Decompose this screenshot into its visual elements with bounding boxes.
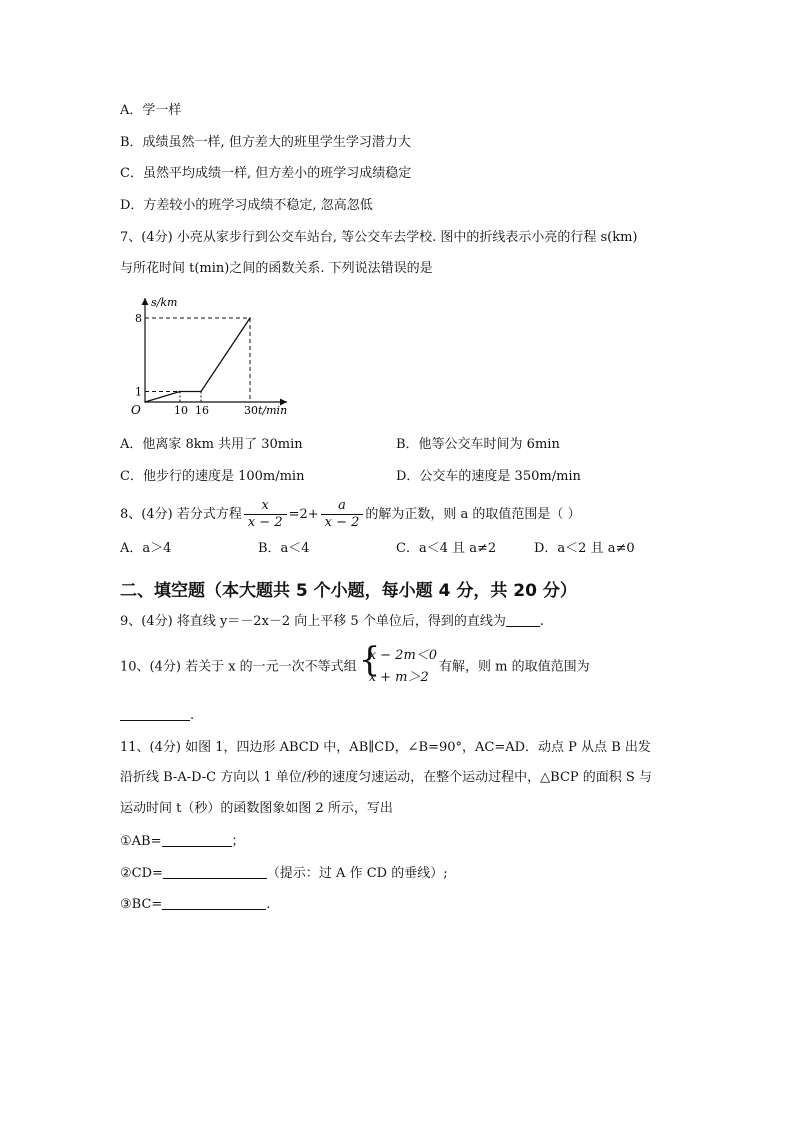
y-tick-label: 8: [135, 312, 142, 325]
q8-option-c: C．a＜4 且 a≠2: [396, 541, 497, 556]
q9-stem: [120, 614, 544, 628]
q8-option-b: B．a＜4: [258, 541, 310, 556]
q10-answer-blank[interactable]: [120, 708, 190, 721]
section-2-heading: 二、填空题（本大题共 5 个小题，每小题 4 分，共 20 分）: [120, 581, 577, 601]
q8-frac2-num: a: [321, 498, 364, 515]
x-tick-label: 30: [244, 404, 258, 417]
q9-end: .: [539, 614, 544, 629]
data-point: [249, 317, 251, 319]
q7-stem-line1: 7、(4分) 小亮从家步行到公交车站台, 等公交车去学校. 图中的折线表示小亮的行程 s(km): [120, 230, 638, 245]
q11-cd-row: [120, 866, 448, 880]
q6-option-c: C．虽然平均成绩一样, 但方差小的班学习成绩稳定: [120, 166, 412, 181]
q11-bc-blank[interactable]: [162, 897, 266, 910]
q11-stem-line3: 运动时间 t（秒）的函数图象如图 2 所示，写出: [120, 801, 393, 816]
data-point: [200, 391, 202, 393]
y-axis-label: s/km: [151, 296, 178, 309]
q11-ab-label: ①AB=: [120, 834, 162, 849]
origin-label: O: [131, 403, 141, 417]
q10-stem: [120, 640, 590, 690]
data-point: [144, 401, 146, 403]
q11-bc-row: [120, 897, 270, 911]
q11-bc-label: ③BC=: [120, 897, 163, 912]
q11-ab-row: [120, 834, 245, 848]
q8-fraction-2: [321, 498, 364, 531]
q9-answer-blank[interactable]: [506, 614, 540, 627]
q8-fraction-1: [244, 498, 287, 531]
q10-end: .: [190, 708, 195, 723]
q10-answer-line: [120, 708, 194, 722]
q10-suffix: 有解，则 m 的取值范围为: [439, 659, 590, 675]
q10-ineq-2: x + m＞2: [368, 670, 429, 685]
x-tick-label: 10: [174, 404, 188, 417]
q11-bc-end: .: [266, 897, 271, 912]
q6-option-a: A．学一样: [120, 103, 182, 118]
q8-prefix: 8、(4分) 若分式方程: [120, 507, 242, 522]
q8-suffix: 的解为正数，则 a 的取值范围是（ ）: [365, 507, 581, 522]
q7-chart: [117, 293, 297, 418]
q7-option-a: A．他离家 8km 共用了 30min: [120, 437, 303, 452]
q8-mid: =2+: [288, 507, 319, 522]
q8-option-a: A．a＞4: [120, 541, 172, 556]
q10-ineq-1: x − 2m＜0: [368, 648, 438, 663]
q6-option-d: D．方差较小的班学习成绩不稳定, 忽高忽低: [120, 198, 373, 213]
q8-option-d: D．a＜2 且 a≠0: [534, 541, 635, 556]
q8-frac2-den: x − 2: [324, 515, 360, 530]
y-tick-label: 1: [135, 385, 142, 399]
q10-prefix: 10、(4分) 若关于 x 的一元一次不等式组: [120, 659, 357, 675]
q7-option-d: D．公交车的速度是 350m/min: [396, 469, 581, 484]
q11-ab-end: ；: [231, 834, 245, 849]
q10-inequality-system: [358, 640, 438, 689]
q8-frac1-den: x − 2: [247, 515, 283, 530]
q6-option-b: B．成绩虽然一样, 但方差大的班里学生学习潜力大: [120, 135, 411, 150]
q11-ab-blank[interactable]: [162, 834, 232, 847]
q8-stem: [120, 497, 581, 533]
q9-text: 9、(4分) 将直线 y＝－2x－2 向上平移 5 个单位后，得到的直线为: [120, 614, 506, 629]
q7-stem-line2: 与所花时间 t(min)之间的函数关系. 下列说法错误的是: [120, 261, 433, 276]
data-point: [179, 391, 181, 393]
q7-option-b: B．他等公交车时间为 6min: [396, 437, 560, 452]
q8-frac1-num: x: [244, 498, 287, 515]
q11-stem-line1: 11、(4分) 如图 1，四边形 ABCD 中，AB∥CD，∠B=90°，AC=AD．动点 P 从点 B 出发: [120, 740, 651, 755]
q7-option-c: C．他步行的速度是 100m/min: [120, 469, 305, 484]
q11-stem-line2: 沿折线 B-A-D-C 方向以 1 单位/秒的速度匀速运动，在整个运动过程中，△BCP 的面积 S 与: [120, 770, 652, 785]
q11-cd-blank[interactable]: [163, 866, 267, 879]
x-tick-label: 16: [195, 404, 209, 417]
q11-cd-hint: （提示：过 A 作 CD 的垂线）;: [266, 866, 448, 881]
x-axis-label: t/min: [258, 404, 288, 417]
brace-icon: {: [358, 640, 381, 680]
series-line: [145, 318, 250, 402]
q11-cd-label: ②CD=: [120, 866, 163, 881]
